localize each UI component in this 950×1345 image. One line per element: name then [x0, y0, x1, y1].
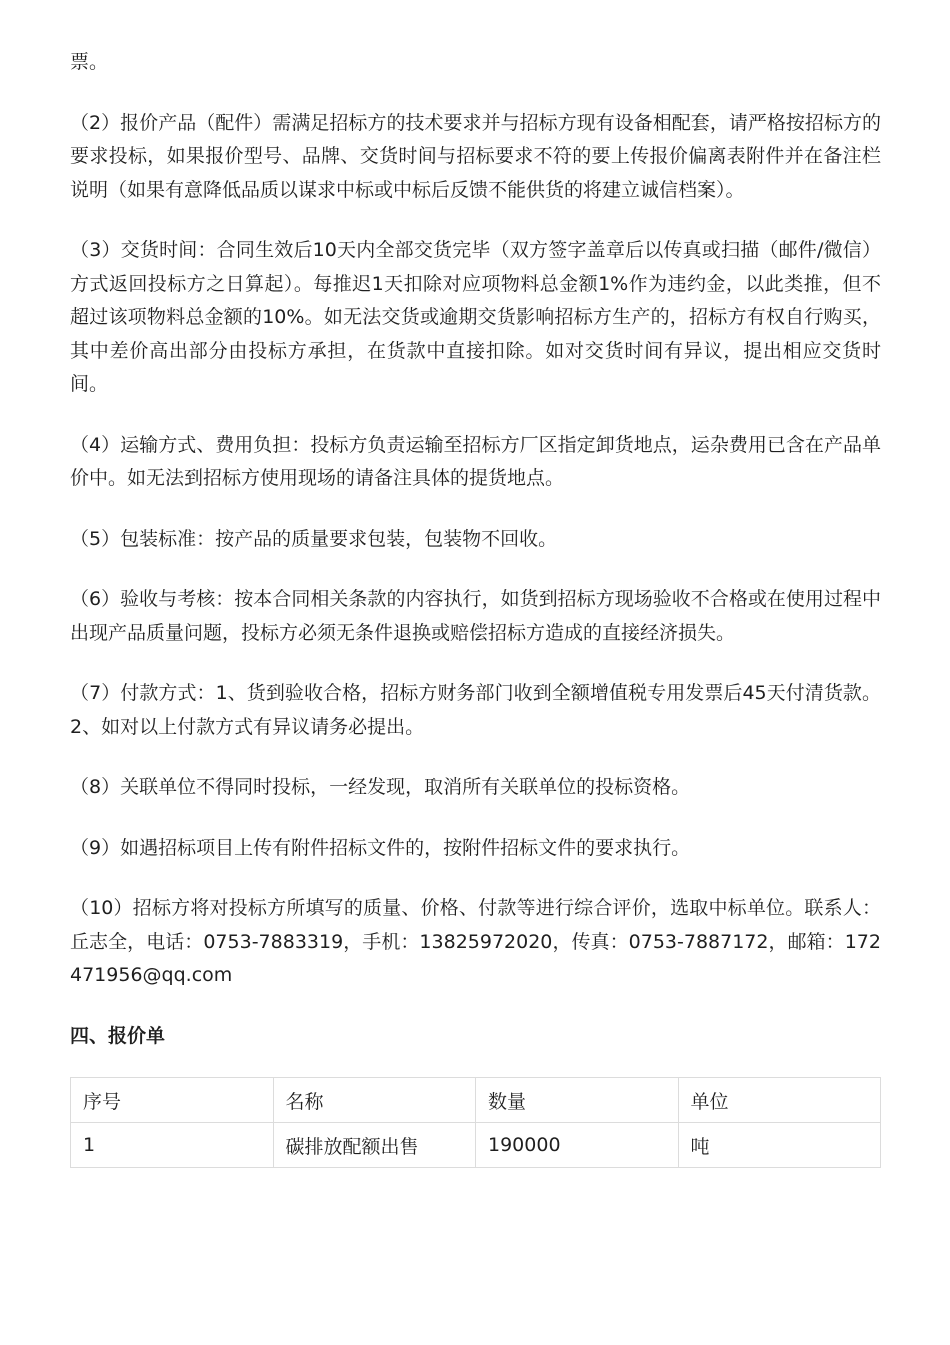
clause-3-delivery-time: （3）交货时间：合同生效后10天内全部交货完毕（双方签字盖章后以传真或扫描（邮件/微信）方式返回投标方之日算起）。每推迟1天扣除对应项物料总金额1%作为违约金，以此类推，但不超过该项物料总金额的10%。如无法交货或逾期交货影响招标方生产的，招标方有权自行购买，其中差价高出部分由投标方承担，在货款中直接扣除。如对交货时间有异议，提出相应交货时间。 — [70, 239, 881, 395]
clause-7-payment: （7）付款方式：1、货到验收合格，招标方财务部门收到全额增值税专用发票后45天付清货款。2、如对以上付款方式有异议请务必提出。 — [70, 682, 881, 738]
clause-10-evaluation-contact: （10）招标方将对投标方所填写的质量、价格、付款等进行综合评价，选取中标单位。联系人：丘志全，电话：0753-7883319，手机：13825972020，传真：0753-7887172，邮箱：172471956@qq.com — [70, 897, 881, 986]
table-cell: 碳排放配额出售 — [273, 1123, 476, 1168]
clause-2-product-requirements: （2）报价产品（配件）需满足招标方的技术要求并与招标方现有设备相配套，请严格按招标方的要求投标，如果报价型号、品牌、交货时间与招标要求不符的要上传报价偏离表附件并在备注栏说明（如果有意降低品质以谋求中标或中标后反馈不能供货的将建立诚信档案）。 — [70, 111, 881, 201]
clause-4-transport: （4）运输方式、费用负担：投标方负责运输至招标方厂区指定卸货地点，运杂费用已含在产品单价中。如无法到招标方使用现场的请备注具体的提货地点。 — [70, 433, 881, 489]
table-cell: 吨 — [678, 1123, 881, 1168]
clause-5-packaging: （5）包装标准：按产品的质量要求包装，包装物不回收。 — [70, 527, 558, 550]
table-header-cell: 数量 — [476, 1078, 679, 1123]
quote-table — [70, 1077, 881, 1168]
table-cell: 1 — [71, 1123, 274, 1168]
document-page — [70, 46, 881, 1168]
section-heading-quote: 四、报价单 — [70, 1024, 166, 1047]
clause-9-attachments: （9）如遇招标项目上传有附件招标文件的，按附件招标文件的要求执行。 — [70, 836, 691, 859]
table-row — [71, 1123, 881, 1168]
table-header-row — [71, 1078, 881, 1123]
clause-6-acceptance: （6）验收与考核：按本合同相关条款的内容执行，如货到招标方现场验收不合格或在使用过程中出现产品质量问题，投标方必须无条件退换或赔偿招标方造成的直接经济损失。 — [70, 588, 881, 644]
table-header-cell: 序号 — [71, 1078, 274, 1123]
table-cell: 190000 — [476, 1123, 679, 1168]
table-header-cell: 名称 — [273, 1078, 476, 1123]
table-header-cell: 单位 — [678, 1078, 881, 1123]
clause-8-related-units: （8）关联单位不得同时投标，一经发现，取消所有关联单位的投标资格。 — [70, 776, 691, 798]
paragraph-continuation: 票。 — [70, 51, 109, 73]
